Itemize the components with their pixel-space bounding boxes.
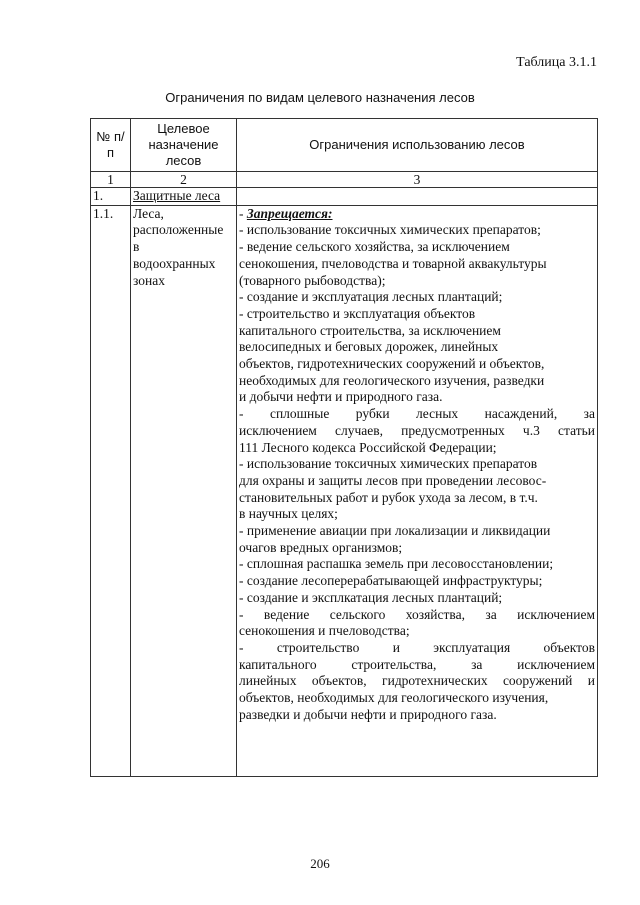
restriction-line: в научных целях; [239, 506, 338, 522]
section-empty-cell [237, 188, 598, 206]
column-number: 1 [91, 172, 131, 188]
restriction-list [239, 222, 595, 723]
restriction-line: - сплошные рубки лесных насаждений, за [239, 406, 595, 422]
restriction-line: объектов, гидротехнических сооружений и объектов, [239, 356, 545, 372]
restrictions-table [90, 118, 598, 777]
restriction-line: - строительство и эксплуатация объектов [239, 639, 595, 655]
restriction-line: - строительство и эксплуатация объектов [239, 305, 476, 321]
restriction-line: - ведение сельского хозяйства, за исключением [239, 239, 510, 255]
restriction-line: - применение авиации при локализации и ликвидации [239, 523, 551, 539]
restriction-line: велосипедных и беговых дорожек, линейных [239, 339, 499, 355]
restriction-line: сенокошения и пчеловодства; [239, 623, 410, 639]
restriction-line: разведки и добычи нефти и природного газа. [239, 706, 497, 722]
column-number: 3 [237, 172, 598, 188]
page-number: 206 [310, 856, 330, 871]
restriction-line: капитального строительства, за исключением [239, 322, 501, 338]
purpose-line: зонах [133, 272, 165, 288]
row-restrictions [237, 205, 598, 776]
restriction-line: - создание и эксплкатация лесных плантаций; [239, 589, 503, 605]
restriction-line: - сплошная распашка земель при лесовосстановлении; [239, 556, 554, 572]
header-number: № п/п [91, 119, 131, 172]
restriction-line: и добычи нефти и природного газа. [239, 389, 443, 405]
restriction-line: (товарного рыбоводства); [239, 272, 386, 288]
section-row [91, 188, 598, 206]
purpose-line: в [133, 239, 140, 255]
table-row [91, 205, 598, 776]
column-number: 2 [131, 172, 237, 188]
header-row [91, 119, 598, 172]
forbid-line: - Запрещается: [239, 205, 333, 221]
table-title: Ограничения по видам целевого назначения лесов [165, 90, 475, 105]
row-number: 1.1. [91, 205, 131, 776]
restriction-line: - использование токсичных химических препаратов; [239, 222, 541, 238]
restriction-line: 111 Лесного кодекса Российской Федерации; [239, 439, 497, 455]
section-number: 1. [91, 188, 131, 206]
restriction-line: объектов, необходимых для геологического изучения, [239, 690, 549, 706]
restriction-line: - ведение сельского хозяйства, за исключением [239, 606, 595, 622]
restriction-line: капитального строительства, за исключением [239, 656, 595, 672]
restriction-line: - использование токсичных химических препаратов [239, 456, 538, 472]
purpose-line: Леса, [133, 205, 164, 221]
restriction-line: очагов вредных организмов; [239, 539, 403, 555]
purpose-line: водоохранных [133, 255, 216, 271]
header-purpose: Целевое назначение лесов [131, 119, 237, 172]
column-number-row [91, 172, 598, 188]
restriction-line: для охраны и защиты лесов при проведении лесовос- [239, 472, 547, 488]
purpose-line: расположенные [133, 222, 224, 238]
restriction-line: сенокошения, пчеловодства и товарной аквакультуры [239, 255, 547, 271]
row-purpose [131, 205, 237, 776]
header-restrictions: Ограничения использованию лесов [237, 119, 598, 172]
restriction-line: необходимых для геологического изучения, разведки [239, 372, 545, 388]
restriction-line: линейных объектов, гидротехнических сооружений и [239, 673, 595, 689]
restriction-line: исключением случаев, предусмотренных ч.3 статьи [239, 422, 595, 438]
restriction-line: становительных работ и рубок ухода за лесом, в т.ч. [239, 489, 538, 505]
table-label: Таблица 3.1.1 [516, 55, 597, 70]
restriction-line: - создание лесоперерабатывающей инфраструктуры; [239, 573, 543, 589]
section-label: Защитные леса [131, 188, 237, 206]
restriction-line: - создание и эксплуатация лесных плантаций; [239, 289, 503, 305]
forbid-label: Запрещается: [246, 205, 333, 221]
